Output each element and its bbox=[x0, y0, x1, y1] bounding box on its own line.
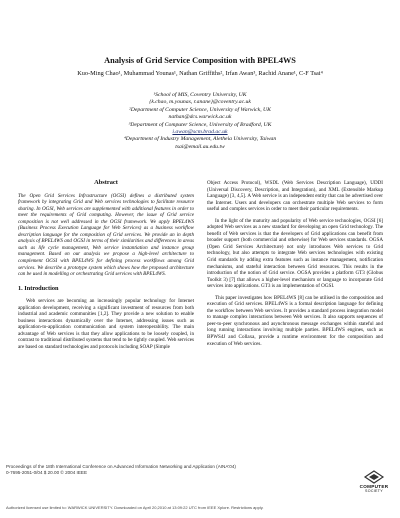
author-list: Kuo-Ming Chao¹, Muhammad Younas¹, Nathan Griffiths², Irfan Awan³, Rachid Anane¹, C-F Tsai⁴ bbox=[77, 70, 323, 77]
affiliation-bradford: ³Department of Computer Science, University of Bradford, UK bbox=[128, 121, 272, 128]
right-column bbox=[207, 180, 383, 352]
intro-paragraph-continued: Object Access Protocol), WSDL (Web Services Description Language), UDDI (Universal Discovery, Description, and Integration), and XML (Extensible Markup Language) [3, 4,5]. A Web service is an independent entity that can be advertised over the Internet. Users and developers can orchestrate multiple Web services to form useful and complex services in order to meet their particular requirements. bbox=[207, 180, 383, 213]
proceedings-line: Proceedings of the 18th International Conference on Advanced Information Networking and Application (AINA'04) bbox=[6, 464, 236, 469]
left-column bbox=[18, 180, 194, 356]
isbn-line: 0-7695-2051-0/04 $ 20.00 © 2004 IEEE bbox=[6, 470, 88, 476]
paper-title: Analysis of Grid Service Composition with BPEL4WS bbox=[104, 56, 296, 65]
intro-paragraph-1: Web services are becoming an increasingly popular technology for Internet application development, receiving a significant investment of resources from both industrial and academic communities [1,2]. They provide a new solution to enable business interactions dynamically over the Internet, addressing issues such as application-to-application communication and system interoperability. The main advantage of Web services is that they allow applications to be loosely coupled, in contrast to traditional distributed systems that tend to be tightly coupled. Web services are based on standard technologies and protocols including SOAP (Simple bbox=[18, 298, 194, 351]
abstract-heading: Abstract bbox=[94, 179, 118, 186]
email-warwick: nathan@dcs.warwick.ac.uk bbox=[168, 114, 232, 121]
ieee-diamond-icon bbox=[363, 470, 385, 484]
affiliation-warwick: ²Department of Computer Science, University of Warwick, UK bbox=[129, 106, 271, 113]
download-notice: Authorized licensed use limited to: WARWICK UNIVERSITY. Downloaded on April 20,2010 at 13:09:22 UTC from IEEE Xplore. Restrictions apply. bbox=[6, 505, 264, 510]
logo-text-computer: COMPUTER bbox=[359, 484, 389, 489]
proceedings-footer bbox=[6, 464, 336, 477]
intro-paragraph-3: This paper investigates how BPEL4WS [8] can be utilised in the composition and execution of Grid services. BPEL4WS is a formal description language for defining the workflow between Web services. It provides a standard process integration model to manage complex interactions between Web services. It also supports sequences of peer-to-peer synchronous and asynchronous message exchanges within stateful and long running interactions involving multiple parties. BPEL4WS engines, such as BPWS4J and Collaxa, provide a runtime environment for the composition and execution of Web services. bbox=[207, 294, 383, 347]
email-bradford[interactable]: i.awan@scm.brad.ac.uk bbox=[172, 129, 228, 136]
abstract-text: The Open Grid Services Infrastructure (OGSI) defines a distributed system framework by integrating Grid and Web services technologies to facilitate resource sharing. In OGSI, Web services are supplemented with additional features in order to meet the requirements of Grid computing. However, the issue of Grid service composition is not well addressed in the OGSI framework. We apply BPEL4WS (Business Process Execution Language for Web Services) as a business workflow description language for the composition of Grid services. We provide an in depth analysis of BPEL4WS and OGSI in terms of their similarities and differences in areas such as life cycle management, Web service instantiation and instance group management. Based on our analysis we propose a high-level architecture to complement OGSI with BPEL4WS for defining process workflows among Grid services. We describe a prototype system which shows how the proposed architecture can be used in modelling or orchestrating Grid services with BPEL4WS. bbox=[18, 192, 194, 278]
affiliations bbox=[60, 92, 340, 151]
affiliation-coventry: ¹School of MIS, Coventry University, UK bbox=[153, 92, 247, 98]
email-aletheia: tsai@email.au.edu.tw bbox=[175, 143, 225, 150]
introduction-heading: 1. Introduction bbox=[18, 284, 59, 292]
intro-paragraph-2: In the light of the maturity and popularity of Web service technologies, OGSI [6] adopted Web services as a new standard for developing an open Grid technology. The benefit of Web services is that the developers of Grid applications can benefit from broader support (both commercial and otherwise) for Web services standards. OGSA (Open Grid Services Architecture) not only introduces Web services to Grid technology, but also attempts to integrate Web services technologies with existing Grid standards by adding extra features such as instance management, notification mechanisms, and stateful interaction between Grid resources. This results in the introduction of the notion of Grid service. OGSA provides a platform GT3 (Globus Toolkit 3) [7] that allows a higher-level mechanism or language to incorporate Grid services into applications. GT3 is an implementation of OGSI. bbox=[207, 217, 383, 290]
logo-text-society: SOCIETY bbox=[365, 489, 383, 493]
computer-society-logo bbox=[354, 470, 394, 504]
email-coventry: {k.chao, m.younas, r.anane}@coventry.ac.uk bbox=[149, 99, 251, 106]
affiliation-aletheia: ⁴Department of Industry Management, Aletheia University, Taiwan bbox=[123, 136, 277, 143]
